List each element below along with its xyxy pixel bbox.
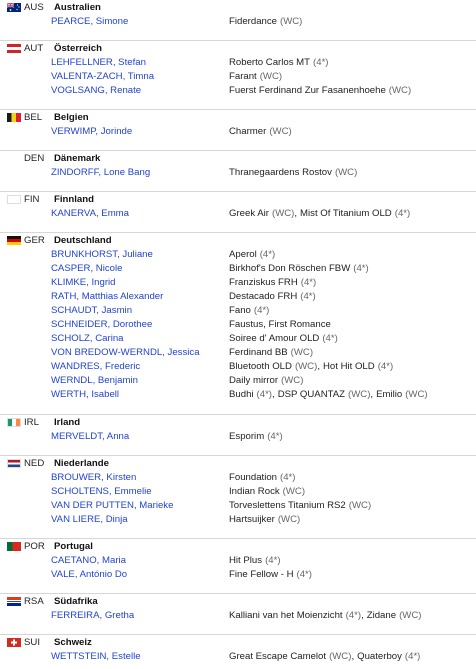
rider-link[interactable]: VALE, António Do bbox=[51, 568, 128, 580]
rider-link[interactable]: VAN LIERE, Dinja bbox=[51, 513, 128, 525]
country-code: DEN bbox=[24, 152, 45, 164]
rider-link[interactable]: WETTSTEIN, Estelle bbox=[51, 650, 141, 662]
horse-name: Kalliani van het Moienzicht bbox=[229, 609, 343, 621]
rider-row bbox=[0, 261, 476, 275]
country-header bbox=[0, 150, 476, 165]
horse-name: Fano bbox=[229, 304, 251, 316]
horse-separator: , bbox=[370, 388, 374, 400]
horse-tag: (4*) bbox=[377, 360, 394, 372]
rider-row bbox=[0, 429, 476, 443]
horse-name: Bluetooth OLD bbox=[229, 360, 292, 372]
horse-tag: (4*) bbox=[404, 650, 421, 662]
rider-row bbox=[0, 345, 476, 359]
rider-row bbox=[0, 553, 476, 567]
country-code: NED bbox=[24, 457, 45, 469]
rider-link[interactable]: SCHAUDT, Jasmin bbox=[51, 304, 133, 316]
country-header bbox=[0, 109, 476, 124]
rider-row bbox=[0, 14, 476, 28]
rider-link[interactable]: VAN DER PUTTEN, Marieke bbox=[51, 499, 174, 511]
country-group bbox=[0, 109, 476, 138]
rider-row bbox=[0, 567, 476, 581]
country-name: Deutschland bbox=[54, 234, 112, 246]
horse-tag: (4*) bbox=[300, 276, 317, 288]
rider-link[interactable]: FERREIRA, Gretha bbox=[51, 609, 135, 621]
horse-name: Farant bbox=[229, 70, 257, 82]
horse-tag: (4*) bbox=[345, 609, 362, 621]
horse-name: Fine Fellow - H bbox=[229, 568, 294, 580]
horse-list bbox=[229, 486, 305, 497]
horse-tag: (WC) bbox=[294, 360, 318, 372]
rider-row bbox=[0, 359, 476, 373]
horse-tag: (4*) bbox=[259, 248, 276, 260]
country-code: BEL bbox=[24, 111, 43, 123]
horse-separator: , bbox=[294, 207, 298, 219]
horse-tag: (4*) bbox=[322, 332, 338, 344]
country-header bbox=[0, 414, 476, 429]
horse-tag: (WC) bbox=[282, 485, 306, 497]
horse-tag: (WC) bbox=[259, 70, 283, 82]
horse-name: Esporim bbox=[229, 430, 265, 442]
rider-row bbox=[0, 289, 476, 303]
country-code: RSA bbox=[24, 595, 44, 607]
horse-name: Hit Plus bbox=[229, 554, 263, 566]
horse-tag: (WC) bbox=[272, 207, 295, 219]
horse-list bbox=[229, 57, 329, 68]
country-name: Südafrika bbox=[54, 595, 98, 607]
horse-list bbox=[229, 291, 316, 302]
horse-name: Zidane bbox=[366, 609, 397, 621]
horse-separator: , bbox=[272, 388, 275, 400]
rider-row bbox=[0, 124, 476, 138]
horse-tag: (WC) bbox=[388, 84, 412, 96]
country-name: Niederlande bbox=[54, 457, 109, 469]
rider-row bbox=[0, 608, 476, 622]
rider-row bbox=[0, 69, 476, 83]
ned-flag-icon bbox=[7, 459, 21, 468]
rider-link[interactable]: SCHOLZ, Carina bbox=[51, 332, 124, 344]
country-group bbox=[0, 40, 476, 97]
horse-name: Daily mirror bbox=[229, 374, 279, 386]
horse-list bbox=[229, 514, 300, 525]
country-name: Portugal bbox=[54, 540, 93, 552]
horse-name: Hartsuijker bbox=[229, 513, 275, 525]
horse-tag: (4*) bbox=[267, 430, 283, 442]
country-code: SUI bbox=[24, 636, 40, 648]
horse-name: Budhi bbox=[229, 388, 254, 400]
horse-list bbox=[229, 389, 428, 400]
horse-tag: (4*) bbox=[353, 262, 369, 274]
horse-list bbox=[229, 651, 420, 662]
rider-row bbox=[0, 317, 476, 331]
horse-list bbox=[229, 319, 331, 330]
horse-name: Soiree d' Amour OLD bbox=[229, 332, 320, 344]
country-group bbox=[0, 0, 476, 28]
country-group bbox=[0, 414, 476, 443]
horse-list bbox=[229, 263, 369, 274]
rider-row bbox=[0, 83, 476, 97]
bel-flag-icon bbox=[7, 113, 21, 122]
horse-list bbox=[229, 610, 421, 621]
rider-link[interactable]: BRUNKHORST, Juliane bbox=[51, 248, 153, 260]
country-group bbox=[0, 634, 476, 663]
rider-link[interactable]: SCHOLTENS, Emmelie bbox=[51, 485, 152, 497]
rider-row bbox=[0, 303, 476, 317]
horse-list bbox=[229, 85, 411, 96]
rider-row bbox=[0, 512, 476, 526]
fin-flag-icon bbox=[7, 195, 21, 204]
horse-tag: (WC) bbox=[334, 166, 358, 178]
country-header bbox=[0, 634, 476, 649]
rider-link[interactable]: PEARCE, Simone bbox=[51, 15, 129, 27]
horse-list bbox=[229, 333, 338, 344]
horse-name: DSP QUANTAZ bbox=[277, 388, 346, 400]
rider-row bbox=[0, 387, 476, 401]
den-flag-icon bbox=[7, 154, 21, 163]
horse-tag: (WC) bbox=[405, 388, 428, 400]
country-header bbox=[0, 0, 476, 14]
rider-link[interactable]: LEHFELLNER, Stefan bbox=[51, 56, 146, 68]
country-code: POR bbox=[24, 540, 45, 552]
rider-row bbox=[0, 275, 476, 289]
horse-separator: , bbox=[351, 650, 355, 662]
country-code: GER bbox=[24, 234, 45, 246]
horse-list bbox=[229, 555, 281, 566]
horse-list bbox=[229, 361, 393, 372]
horse-name: Great Escape Camelot bbox=[229, 650, 327, 662]
rider-link[interactable]: VERWIMP, Jorinde bbox=[51, 125, 133, 137]
horse-separator: , bbox=[361, 609, 364, 621]
rider-link[interactable]: WERNDL, Benjamin bbox=[51, 374, 138, 386]
country-group bbox=[0, 538, 476, 581]
horse-list bbox=[229, 500, 371, 511]
horse-name: Indian Rock bbox=[229, 485, 280, 497]
horse-name: Thranegaardens Rostov bbox=[229, 166, 332, 178]
rider-row bbox=[0, 55, 476, 69]
country-name: Australien bbox=[54, 1, 101, 13]
country-name: Schweiz bbox=[54, 636, 92, 648]
horse-list bbox=[229, 431, 283, 442]
horse-list bbox=[229, 249, 275, 260]
horse-tag: (4*) bbox=[265, 554, 281, 566]
country-group bbox=[0, 455, 476, 526]
horse-tag: (WC) bbox=[277, 513, 301, 525]
rider-link[interactable]: VON BREDOW-WERNDL, Jessica bbox=[51, 346, 200, 358]
horse-tag: (4*) bbox=[253, 304, 270, 316]
horse-name: Hot Hit OLD bbox=[322, 360, 375, 372]
horse-tag: (WC) bbox=[280, 15, 303, 27]
rsa-flag-icon bbox=[7, 597, 21, 606]
horse-list bbox=[229, 208, 410, 219]
rider-row bbox=[0, 649, 476, 663]
rider-link[interactable]: WANDRES, Frederic bbox=[51, 360, 141, 372]
rider-link[interactable]: MERVELDT, Anna bbox=[51, 430, 130, 442]
horse-name: Foundation bbox=[229, 471, 278, 483]
country-header bbox=[0, 232, 476, 247]
horse-name: Aperol bbox=[229, 248, 257, 260]
horse-tag: (WC) bbox=[348, 499, 372, 511]
aus-flag-icon bbox=[7, 3, 21, 12]
rider-link[interactable]: CAETANO, Maria bbox=[51, 554, 126, 566]
horse-name: Fiderdance bbox=[229, 15, 277, 27]
horse-name: Franziskus FRH bbox=[229, 276, 298, 288]
country-group bbox=[0, 191, 476, 220]
horse-tag: (WC) bbox=[290, 346, 314, 358]
horse-name: Quaterboy bbox=[357, 650, 402, 662]
horse-tag: (WC) bbox=[329, 650, 352, 662]
rider-link[interactable]: BROUWER, Kirsten bbox=[51, 471, 137, 483]
rider-link[interactable]: CASPER, Nicole bbox=[51, 262, 123, 274]
country-name: Finnland bbox=[54, 193, 94, 205]
country-name: Irland bbox=[54, 416, 81, 428]
horse-tag: (4*) bbox=[256, 388, 273, 400]
horse-list bbox=[229, 71, 282, 82]
horse-tag: (WC) bbox=[269, 125, 292, 137]
country-group bbox=[0, 150, 476, 179]
country-header bbox=[0, 40, 476, 55]
horse-tag: (WC) bbox=[281, 374, 304, 386]
horse-list bbox=[229, 472, 295, 483]
rider-link[interactable]: RATH, Matthias Alexander bbox=[51, 290, 164, 302]
country-code: AUT bbox=[24, 42, 44, 54]
horse-name: Birkhof's Don Röschen FBW bbox=[229, 262, 351, 274]
country-name: Österreich bbox=[54, 42, 102, 54]
horse-tag: (WC) bbox=[348, 388, 371, 400]
ger-flag-icon bbox=[7, 236, 21, 245]
country-group bbox=[0, 232, 476, 401]
country-code: IRL bbox=[24, 416, 39, 428]
rider-link[interactable]: SCHNEIDER, Dorothee bbox=[51, 318, 153, 330]
rider-row bbox=[0, 206, 476, 220]
horse-name: Ferdinand BB bbox=[229, 346, 288, 358]
horse-tag: (4*) bbox=[394, 207, 411, 219]
horse-name: Fuerst Ferdinand Zur Fasanenhoehe bbox=[229, 84, 386, 96]
country-code: FIN bbox=[24, 193, 40, 205]
rider-link[interactable]: KLIMKE, Ingrid bbox=[51, 276, 116, 288]
horse-name: Charmer bbox=[229, 125, 267, 137]
sui-flag-icon bbox=[7, 638, 21, 647]
horse-name: Torveslettens Titanium RS2 bbox=[229, 499, 346, 511]
country-name: Belgien bbox=[54, 111, 89, 123]
country-name: Dänemark bbox=[54, 152, 101, 164]
horse-list bbox=[229, 305, 269, 316]
horse-list bbox=[229, 347, 313, 358]
horse-list bbox=[229, 569, 312, 580]
rider-link[interactable]: VALENTA-ZACH, Timna bbox=[51, 70, 155, 82]
rider-row bbox=[0, 247, 476, 261]
rider-row bbox=[0, 331, 476, 345]
country-header bbox=[0, 191, 476, 206]
irl-flag-icon bbox=[7, 418, 21, 427]
horse-name: Greek Air bbox=[229, 207, 269, 219]
horse-name: Emilio bbox=[376, 388, 403, 400]
rider-row bbox=[0, 484, 476, 498]
country-header bbox=[0, 455, 476, 470]
rider-row bbox=[0, 470, 476, 484]
horse-name: Destacado FRH bbox=[229, 290, 298, 302]
aut-flag-icon bbox=[7, 44, 21, 53]
rider-link[interactable]: WERTH, Isabell bbox=[51, 388, 120, 400]
rider-link[interactable]: ZINDORFF, Lone Bang bbox=[51, 166, 151, 178]
horse-list bbox=[229, 167, 357, 178]
horse-tag: (WC) bbox=[399, 609, 422, 621]
rider-row bbox=[0, 498, 476, 512]
por-flag-icon bbox=[7, 542, 21, 551]
country-group bbox=[0, 593, 476, 622]
horse-tag: (4*) bbox=[280, 471, 296, 483]
horse-list bbox=[229, 126, 292, 137]
horse-list bbox=[229, 277, 316, 288]
country-header bbox=[0, 593, 476, 608]
horse-list bbox=[229, 375, 303, 386]
rider-link[interactable]: VOGLSANG, Renate bbox=[51, 84, 142, 96]
horse-name: Mist Of Titanium OLD bbox=[300, 207, 392, 219]
horse-list bbox=[229, 16, 302, 27]
country-code: AUS bbox=[24, 1, 44, 13]
horse-tag: (4*) bbox=[300, 290, 316, 302]
country-header bbox=[0, 538, 476, 553]
horse-name: Faustus, First Romance bbox=[229, 318, 331, 330]
horse-name: Roberto Carlos MT bbox=[229, 56, 311, 68]
horse-tag: (4*) bbox=[296, 568, 312, 580]
rider-row bbox=[0, 165, 476, 179]
rider-link[interactable]: KANERVA, Emma bbox=[51, 207, 130, 219]
rider-row bbox=[0, 373, 476, 387]
horse-separator: , bbox=[317, 360, 320, 372]
horse-tag: (4*) bbox=[313, 56, 329, 68]
